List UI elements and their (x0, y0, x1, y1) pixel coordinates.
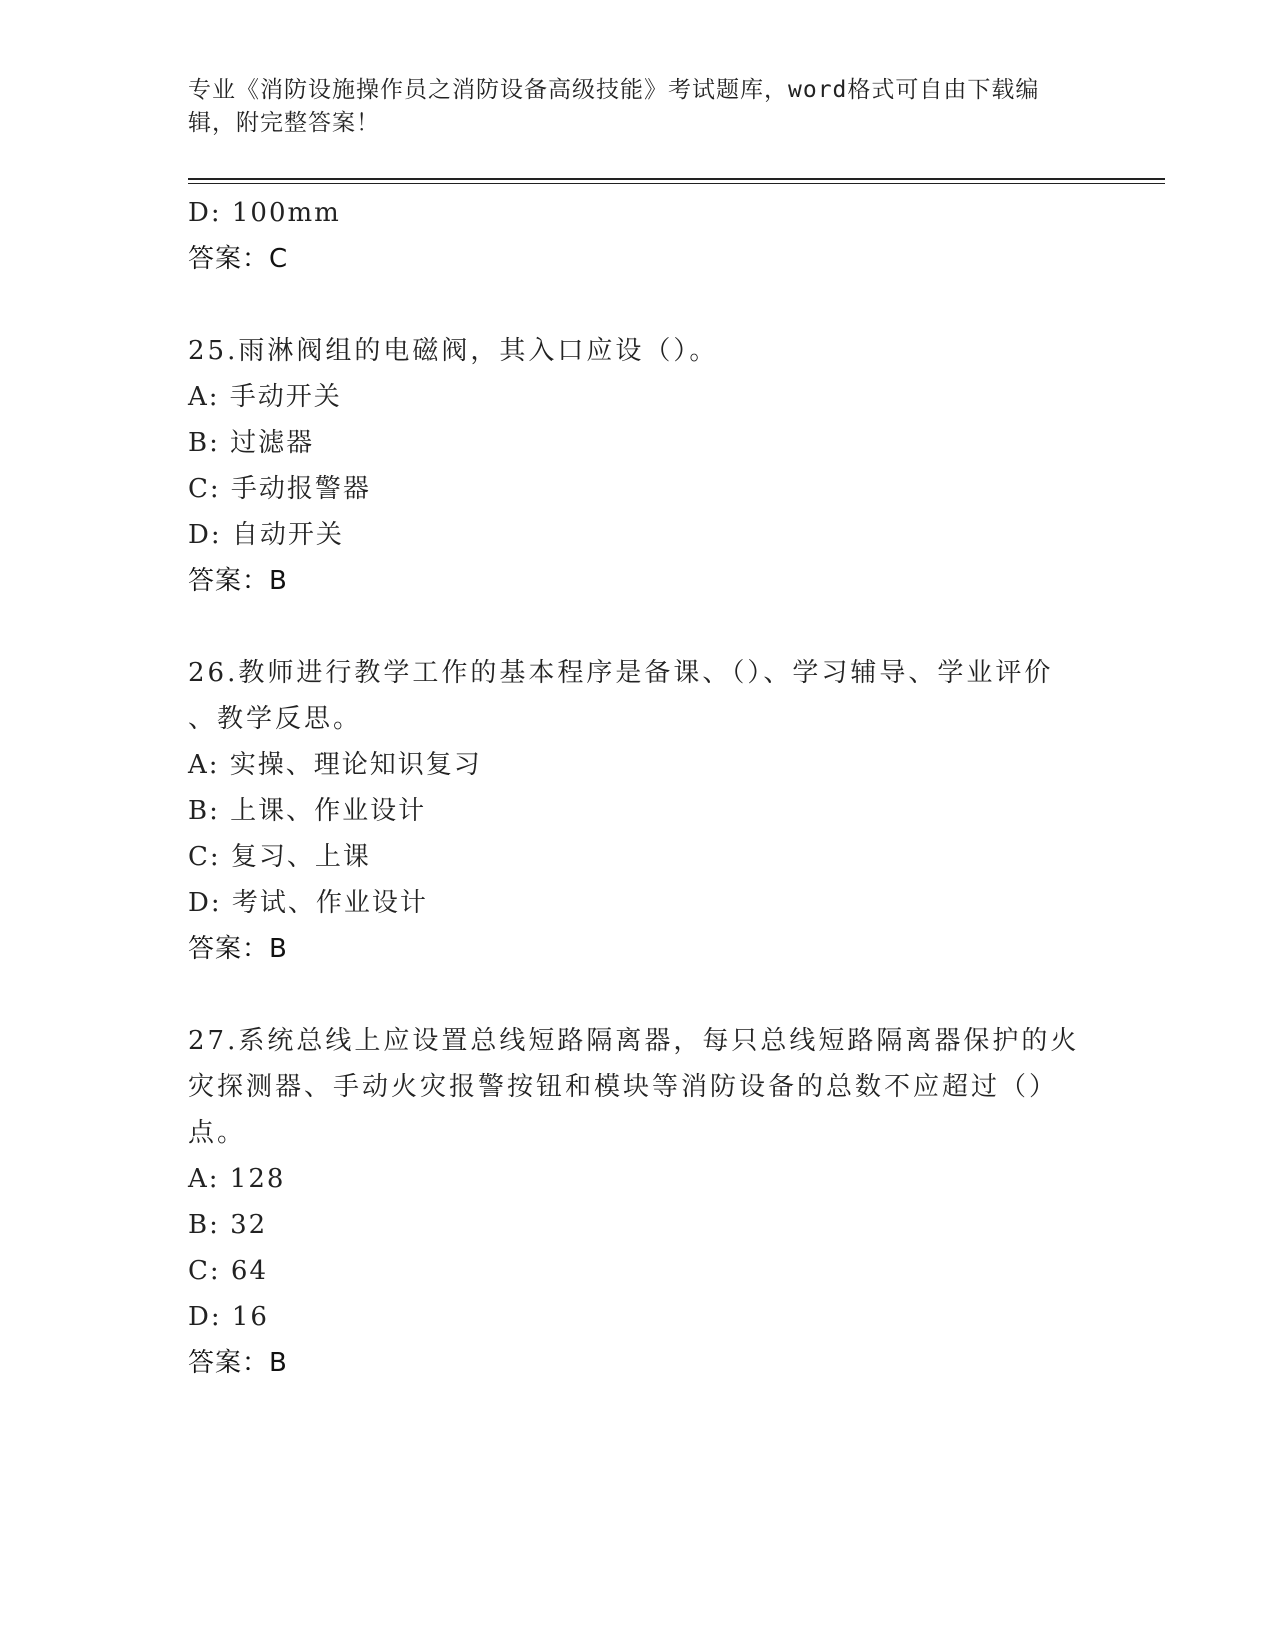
spacer (188, 972, 1088, 1018)
spacer (188, 282, 1088, 328)
answer: 答案：B (188, 566, 288, 596)
header-line-1: 专业《消防设施操作员之消防设备高级技能》考试题库，word格式可自由下载编 (188, 77, 1040, 103)
question-26-stem-line-1: 26.教师进行教学工作的基本程序是备课、（）、学习辅导、学业评价 (188, 658, 1054, 688)
option-c: C: 复习、上课 (188, 842, 371, 872)
header-divider-thin (188, 183, 1165, 184)
option-d: D: 100mm (188, 198, 341, 228)
question-25-stem: 25.雨淋阀组的电磁阀，其入口应设（）。 (188, 336, 719, 366)
option-c: C: 手动报警器 (188, 474, 371, 504)
question-content (188, 190, 1088, 1386)
option-b: B: 上课、作业设计 (188, 796, 427, 826)
option-a: A: 128 (188, 1164, 286, 1194)
option-b: B: 过滤器 (188, 428, 315, 458)
document-header (188, 74, 1088, 140)
option-c: C: 64 (188, 1256, 269, 1286)
question-27-stem-line-1: 27.系统总线上应设置总线短路隔离器，每只总线短路隔离器保护的火 (188, 1026, 1080, 1056)
option-d: D: 自动开关 (188, 520, 344, 550)
header-line-2: 辑，附完整答案！ (188, 110, 380, 136)
answer: 答案：B (188, 934, 288, 964)
answer: 答案：C (188, 244, 289, 274)
option-a: A: 手动开关 (188, 382, 342, 412)
question-27-stem-line-2: 灾探测器、手动火灾报警按钮和模块等消防设备的总数不应超过（） (188, 1072, 1059, 1102)
option-d: D: 考试、作业设计 (188, 888, 428, 918)
spacer (188, 604, 1088, 650)
option-d: D: 16 (188, 1302, 269, 1332)
option-a: A: 实操、理论知识复习 (188, 750, 482, 780)
question-26-stem-line-2: 、教学反思。 (188, 704, 363, 734)
question-27-stem-line-3: 点。 (188, 1118, 247, 1148)
header-divider-thick (188, 178, 1165, 180)
answer: 答案：B (188, 1348, 288, 1378)
option-b: B: 32 (188, 1210, 268, 1240)
